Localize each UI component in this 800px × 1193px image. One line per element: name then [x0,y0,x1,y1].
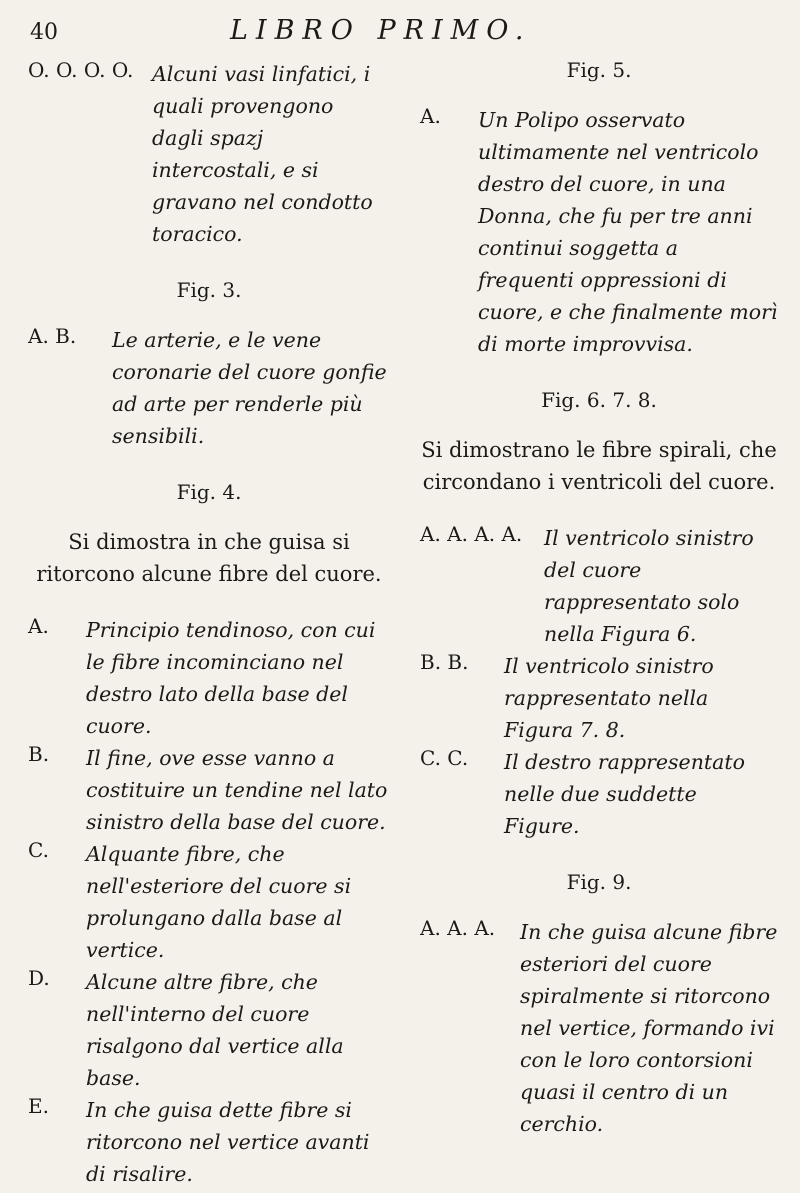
legend-key: A. [420,104,441,128]
right-column [420,58,778,1140]
legend-text: Alquante fibre, che nell'esteriore del cuore si prolungano dalla base al vertice. [86,842,352,962]
legend-entry-c [28,838,390,966]
legend-key: C. [28,838,49,862]
left-column [28,58,390,1190]
page-number: 40 [30,20,58,45]
legend-key: A. A. A. A. [420,522,523,546]
legend-entry-aaa [420,916,778,1140]
figure-4-description: Si dimostra in che guisa si ritorcono alcune fibre del cuore. [36,530,382,586]
legend-entry-a [28,614,390,742]
legend-key: C. C. [420,746,469,770]
figure-heading-6-7-8: Fig. 6. 7. 8. [541,388,657,412]
legend-text: Il destro rappresentato nelle due suddette Figure. [504,750,745,838]
legend-text: Alcuni vasi linfatici, i quali provengono dagli spazj intercostali, e si gravano nel condotto toracico. [152,62,373,246]
legend-key: O. O. O. O. [28,58,134,82]
legend-key: A. B. [28,324,77,348]
legend-text: In che guisa dette fibre si ritorcono nel vertice avanti di risalire. [86,1098,370,1186]
legend-entry-d [28,966,390,1094]
legend-entry-oooo [28,58,390,250]
legend-text: Le arterie, e le vene coronarie del cuore gonfie ad arte per renderle più sensibili. [112,328,387,448]
legend-key: D. [28,966,50,990]
legend-entry-e [28,1094,390,1190]
figure-6-7-8-description: Si dimostrano le fibre spirali, che circondano i ventricoli del cuore. [421,438,777,494]
legend-key: B. [28,742,50,766]
figure-heading-9: Fig. 9. [566,870,632,894]
figure-heading-4: Fig. 4. [176,480,242,504]
legend-entry-bb [420,650,778,746]
legend-key: B. B. [420,650,469,674]
legend-text: Principio tendinoso, con cui le fibre incominciano nel destro lato della base del cuore. [86,618,376,738]
legend-text: Un Polipo osservato ultimamente nel ventricolo destro del cuore, in una Donna, che fu per tre anni continui soggetta a frequenti oppressioni di cuore, e che finalmente morì di morte improvvisa. [478,108,778,356]
legend-entry-aaaa [420,522,778,650]
legend-entry-cc [420,746,778,842]
legend-key: A. [28,614,49,638]
legend-text: Il ventricolo sinistro del cuore rappresentato solo nella Figura 6. [544,526,754,646]
legend-key: E. [28,1094,49,1118]
legend-entry-b [28,742,390,838]
legend-entry-ab [28,324,390,452]
legend-entry-polyp [420,104,778,360]
figure-heading-3: Fig. 3. [176,278,242,302]
running-title: LIBRO PRIMO. [230,15,532,46]
legend-text: Alcune altre fibre, che nell'interno del cuore risalgono dal vertice alla base. [86,970,344,1090]
legend-text: Il ventricolo sinistro rappresentato nella Figura 7. 8. [504,654,714,742]
legend-text: In che guisa alcune fibre esteriori del cuore spiralmente si ritorcono nel vertice, formando ivi con le loro contorsioni quasi il centro di un cerchio. [520,920,778,1136]
figure-heading-5: Fig. 5. [566,58,632,82]
legend-key: A. A. A. [420,916,496,940]
legend-text: Il fine, ove esse vanno a costituire un tendine nel lato sinistro della base del cuore. [86,746,388,834]
